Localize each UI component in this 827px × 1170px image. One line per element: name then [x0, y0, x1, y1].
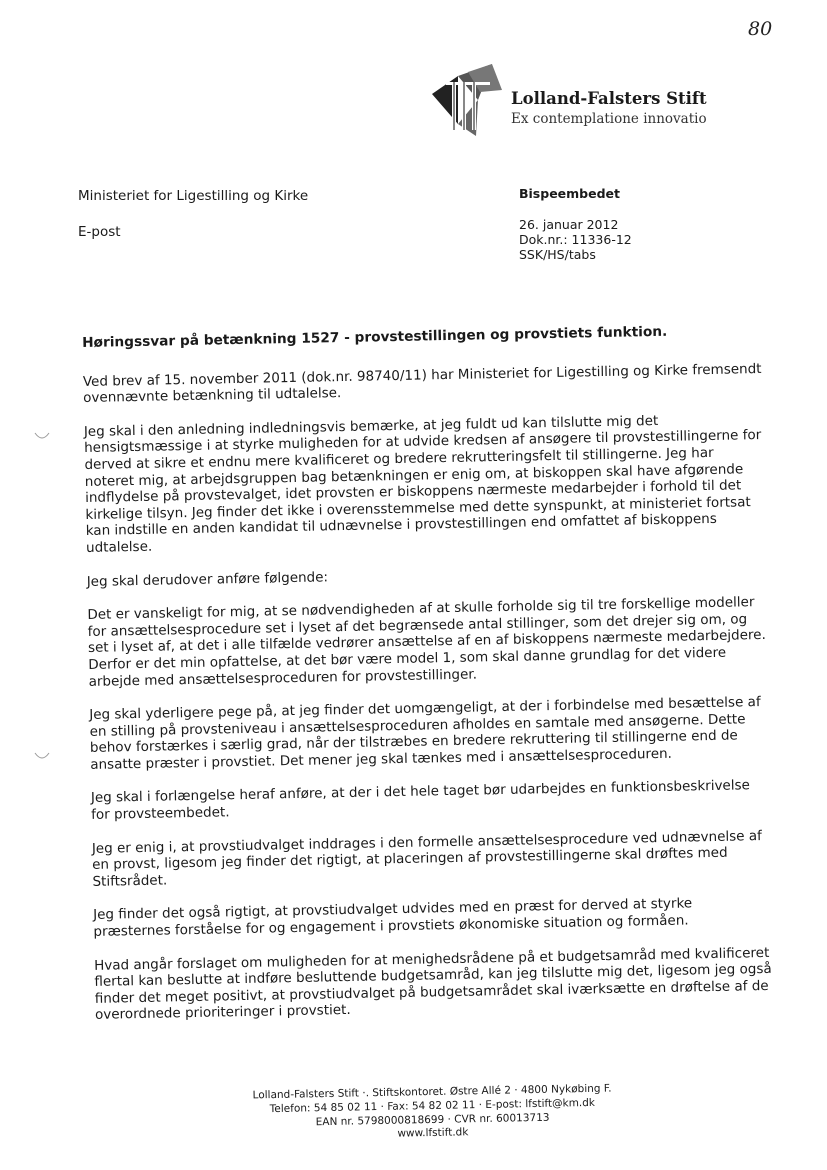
body-paragraph: Jeg skal derudover anføre følgende:: [86, 568, 329, 590]
body-paragraph: Jeg er enig i, at provstiudvalget inddrages i den formelle ansættelsesprocedure ved udnævnelse af en provst, ligesom jeg finder det rigtigt, at placeringen af provstestillingerne skal drøftes med Stiftsrådet.: [91, 827, 762, 890]
diocese-logo-icon: [428, 60, 508, 138]
footer-address: Lolland-Falsters Stift ·. Stiftskontoret. Østre Allé 2 · 4800 Nykøbing F.: [252, 1082, 612, 1102]
body-paragraph: Jeg finder det også rigtigt, at provstiudvalget udvides med en præst for derved at styrke præsternes forståelse for og engagement i provstiets økonomiske situation og formåen.: [92, 895, 693, 940]
body-paragraph: Jeg skal i den anledning indledningsvis bemærke, at jeg fuldt ud kan tilslutte mig det hensigtsmæssige i at styrke muligheden for at udvide kredsen af ansøgere til provstestillingerne for derved at sikre et endnu mere kvalificeret og bredere rekrutteringsfelt til stillingerne. Jeg har noteret mig, at arbejdsgruppen bag betænkningen er enig om, at biskoppen skal have afgørende indflydelse på provstevalget, idet provsten er biskoppens nærmeste medarbejder i forhold til det kirkelige tilsyn. Jeg finder det ikke i overensstemmelse med dette synspunkt, at ministeriet fortsat kan indstille en anden kandidat til udnævnelse i provstestillingen end omfattet af biskoppens udtalelse.: [83, 412, 762, 556]
document-number: Dok.nr.: 11336-12: [519, 232, 632, 247]
letter-title: Høringssvar på betænkning 1527 - provstestillingen og provstiets funktion.: [82, 323, 668, 351]
punch-hole-mark-icon: [33, 745, 51, 763]
handwritten-page-number: 80: [748, 18, 773, 40]
letter-date: 26. januar 2012: [519, 217, 619, 232]
footer-registration: EAN nr. 5798000818699 · CVR nr. 60013713: [315, 1111, 550, 1128]
diocese-name: Lolland-Falsters Stift: [511, 89, 707, 108]
footer-website: www.lfstift.dk: [397, 1126, 469, 1141]
sender-office: Bispeembedet: [519, 186, 621, 201]
body-paragraph: Ved brev af 15. november 2011 (dok.nr. 98740/11) har Ministeriet for Ligestilling og Kirke fremsendt ovennævnte betænkning til udtalelse.: [82, 360, 762, 407]
body-paragraph: Hvad angår forslaget om muligheden for at menighedsrådene på et budgetsamråd med kvalificeret flertal kan beslutte at indføre besluttende budgetsamråd, kan jeg tilslutte mig det, ligesom jeg også finder det meget positivt, at provstiudvalget på budgetsamrådet skal iværksætte en drøftelse af de overordnede prioriteringer i provstiet.: [93, 944, 772, 1024]
punch-hole-mark-icon: [33, 425, 51, 443]
recipient-delivery: E-post: [78, 224, 121, 240]
letter-footer: [222, 1082, 643, 1145]
recipient-name: Ministeriet for Ligestilling og Kirke: [78, 188, 309, 204]
body-paragraph: Jeg skal yderligere pege på, at jeg finder det uomgængeligt, at der i forbindelse med besættelse af en stilling på provsteniveau i ansættelsesproceduren afholdes en samtale med ansøgerne. Dette behov forstærkes i særlig grad, når der tilstræbes en bredere rekruttering til stillingerne end de ansatte præster i provstiet. Det mener jeg skal tænkes med i ansættelsesproceduren.: [89, 694, 761, 773]
reference-initials: SSK/HS/tabs: [519, 247, 596, 262]
footer-contact: Telefon: 54 85 02 11 · Fax: 54 82 02 11 · E-post: lfstift@km.dk: [269, 1096, 596, 1115]
body-paragraph: Det er vanskeligt for mig, at se nødvendigheden af at skulle forholde sig til tre forskellige modeller for ansættelsesprocedure set i lyset af det begrænsede antal stillinger, som det drejer sig om, og set i lyset af, at det i alle tilfælde vedrører ansættelse af en af biskoppens nærmeste medarbejdere. Derfor er det min opfattelse, at det bør være model 1, som skal danne grundlag for det videre arbejde med ansættelsesproceduren for provstestillinger.: [87, 594, 766, 690]
letter-body: [82, 322, 775, 1041]
diocese-motto: Ex contemplatione innovatio: [511, 111, 707, 127]
body-paragraph: Jeg skal i forlængelse heraf anføre, at der i det hele taget bør udarbejdes en funktionsbeskrivelse for provsteembedet.: [90, 777, 751, 823]
